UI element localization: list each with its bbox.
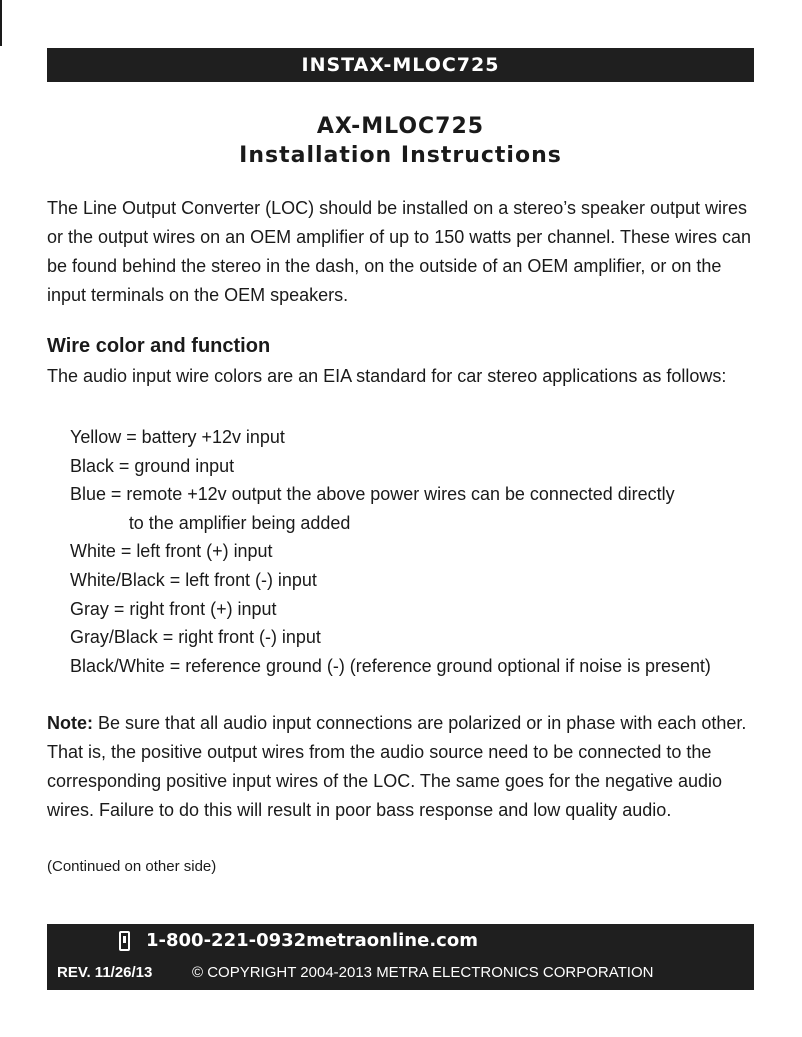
copyright-notice: © COPYRIGHT 2004-2013 METRA ELECTRONICS CORPORATION bbox=[192, 964, 654, 981]
wire-item-continuation: to the amplifier being added bbox=[128, 512, 351, 533]
page-title: Installation Instructions bbox=[239, 143, 562, 168]
document-id: INSTAX-MLOC725 bbox=[301, 54, 500, 76]
title-block bbox=[47, 112, 754, 170]
note-paragraph bbox=[47, 709, 759, 825]
phone-and-website: 1-800-221-0932metraonline.com bbox=[146, 930, 478, 951]
document-id-bar bbox=[47, 48, 754, 82]
wire-item: Black = ground input bbox=[70, 455, 235, 476]
wire-section-heading: Wire color and function bbox=[47, 335, 271, 357]
intro-paragraph: The Line Output Converter (LOC) should be installed on a stereo’s speaker output wires or the output wires on an OEM amplifier of up to 150 watts per channel. These wires can be found behind the stereo in the dash, on the outside of an OEM amplifier, or on the input terminals on the OEM speakers. bbox=[47, 198, 752, 305]
page-edge-mark bbox=[0, 0, 2, 46]
wire-item: Black/White = reference ground (-) (reference ground optional if noise is present) bbox=[70, 655, 711, 676]
wire-item: Blue = remote +12v output the above power wires can be connected directly bbox=[70, 484, 675, 505]
wire-item: White/Black = left front (-) input bbox=[70, 569, 317, 590]
note-label: Note: bbox=[47, 713, 93, 733]
continued-notice: (Continued on other side) bbox=[47, 858, 217, 875]
wire-section-intro: The audio input wire colors are an EIA standard for car stereo applications as follows: bbox=[47, 366, 727, 386]
wire-item: Gray/Black = right front (-) input bbox=[70, 627, 321, 648]
wire-item: Gray = right front (+) input bbox=[70, 598, 277, 619]
wire-item: Yellow = battery +12v input bbox=[70, 427, 285, 447]
wire-list bbox=[70, 423, 758, 680]
contact-row bbox=[119, 930, 478, 951]
note-text: Be sure that all audio input connections are polarized or in phase with each other. That is, the positive output wires from the audio source need to be connected to the corresponding positive input wires of the LOC. The same goes for the negative audio wires. Failure to do this will result in poor bass response and low quality audio. bbox=[47, 713, 747, 820]
revision-date: REV. 11/26/13 bbox=[57, 964, 153, 981]
phone-icon bbox=[119, 931, 130, 951]
wire-item: White = left front (+) input bbox=[70, 541, 273, 562]
footer-bar bbox=[47, 924, 754, 990]
model-title: AX-MLOC725 bbox=[316, 114, 485, 139]
